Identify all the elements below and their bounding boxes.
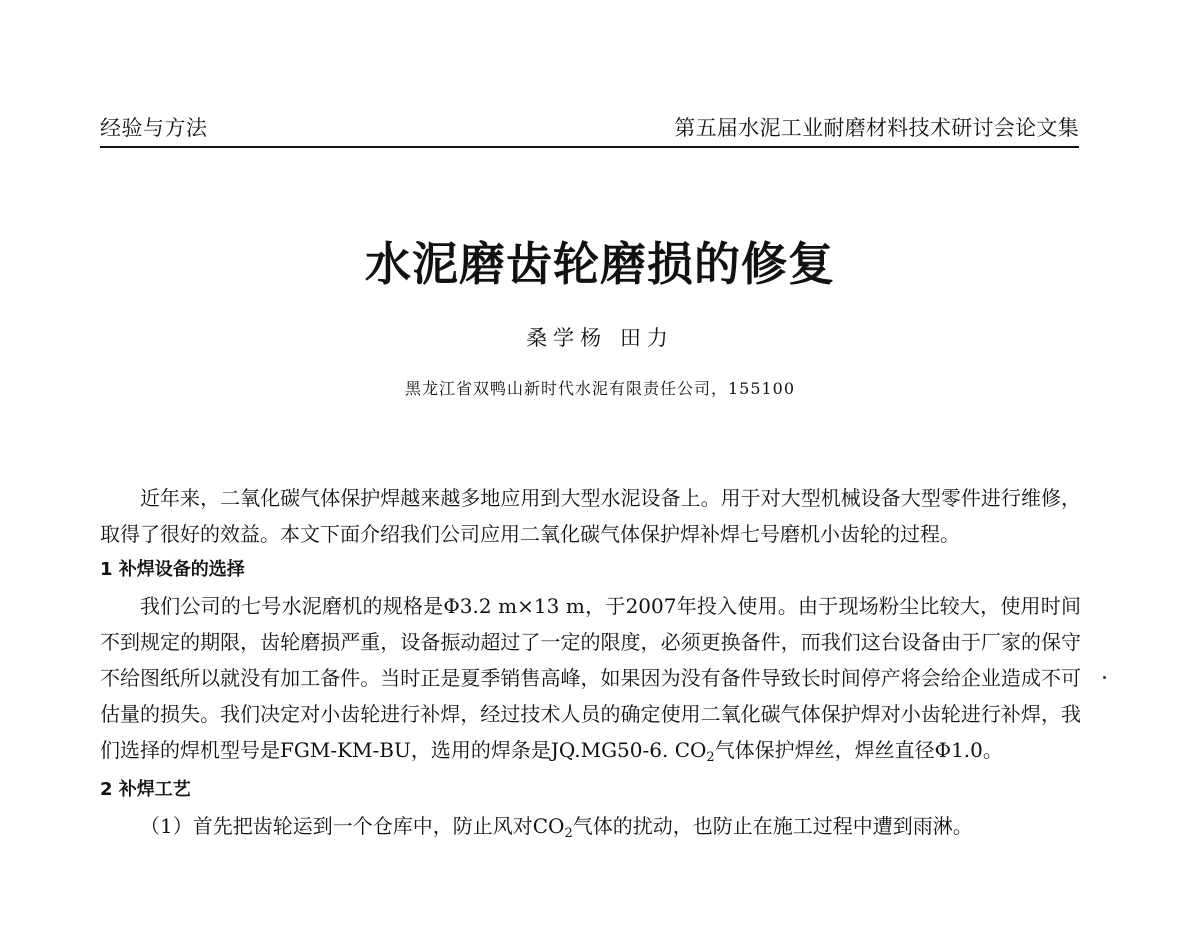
intro-paragraph: 近年来，二氧化碳气体保护焊越来越多地应用到大型水泥设备上。用于对大型机械设备大型零件进行维修，取得了很好的效益。本文下面介绍我们公司应用二氧化碳气体保护焊补焊七号磨机小齿轮的过程。	[100, 486, 1081, 546]
author-affiliation: 黑龙江省双鸭山新时代水泥有限责任公司，155100	[404, 379, 796, 398]
section-2-item-1-text-a: （1）首先把齿轮运到一个仓库中，防止风对CO	[140, 814, 565, 838]
scan-speck	[1103, 676, 1106, 679]
running-header-section: 经验与方法	[100, 116, 208, 140]
section-1-text-b: 气体保护焊丝，焊丝直径Φ1.0。	[714, 738, 1003, 762]
section-2-item-1-text-b: 气体的扰动，也防止在施工过程中遭到雨淋。	[572, 814, 973, 838]
co2-subscript: 2	[706, 750, 715, 765]
paper-authors: 桑学杨 田力	[526, 326, 674, 350]
section-1-paragraph	[100, 588, 1081, 772]
running-header-proceedings: 第五届水泥工业耐磨材料技术研讨会论文集	[674, 116, 1079, 140]
section-heading-1: 1 补焊设备的选择	[100, 559, 245, 580]
section-2-item-1	[100, 808, 1081, 848]
section-1-text-a: 我们公司的七号水泥磨机的规格是Φ3.2 m×13 m，于2007年投入使用。由于现场粉尘比较大，使用时间不到规定的期限，齿轮磨损严重，设备振动超过了一定的限度，必须更换备件，而我们这台设备由于厂家的保守不给图纸所以就没有加工备件。当时正是夏季销售高峰，如果因为没有备件导致长时间停产将会给企业造成不可估量的损失。我们决定对小齿轮进行补焊，经过技术人员的确定使用二氧化碳气体保护焊对小齿轮进行补焊，我们选择的焊机型号是FGM-KM-BU，选用的焊条是JQ.MG50-6. CO	[100, 594, 1081, 762]
co2-subscript: 2	[564, 826, 573, 841]
body-text-block	[100, 480, 1081, 848]
paper-title: 水泥磨齿轮磨损的修复	[365, 237, 835, 291]
section-heading-2: 2 补焊工艺	[100, 779, 191, 800]
header-rule	[100, 146, 1079, 148]
